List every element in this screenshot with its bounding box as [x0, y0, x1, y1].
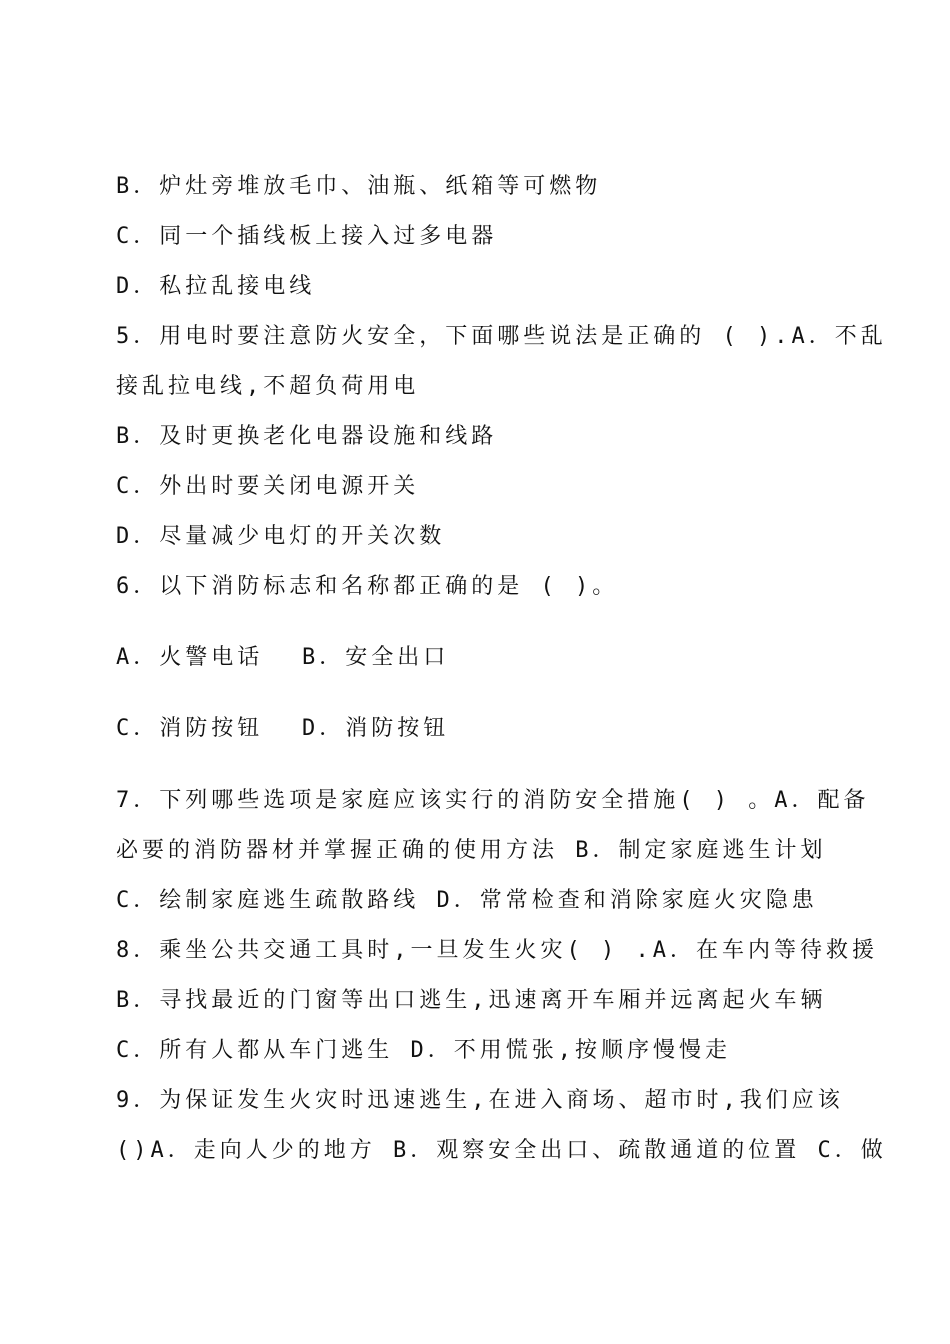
option-5b: B．及时更换老化电器设施和线路	[116, 424, 498, 449]
option-row-6cd	[116, 714, 836, 744]
option-8b: B．寻找最近的门窗等出口逃生,迅速离开车厢并远离起火车辆	[116, 988, 827, 1013]
option-4c: C．同一个插线板上接入过多电器	[116, 224, 498, 249]
question-7: 7．下列哪些选项是家庭应该实行的消防安全措施( ) 。A．配备	[116, 788, 870, 813]
question-6: 6．以下消防标志和名称都正确的是 ( )。	[116, 574, 619, 599]
option-8cd: C．所有人都从车门逃生 D．不用慌张,按顺序慢慢走	[116, 1038, 731, 1063]
question-7-cont: 必要的消防器材并掌握正确的使用方法 B．制定家庭逃生计划	[116, 838, 827, 863]
option-4d: D．私拉乱接电线	[116, 274, 316, 299]
question-9-options: ()A．走向人少的地方 B．观察安全出口、疏散通道的位置 C．做	[116, 1138, 887, 1163]
option-5d: D．尽量减少电灯的开关次数	[116, 524, 446, 549]
option-4b: B．炉灶旁堆放毛巾、油瓶、纸箱等可燃物	[116, 174, 602, 199]
option-6c: C．消防按钮	[116, 716, 264, 741]
option-6d: D．消防按钮	[302, 716, 450, 741]
question-9: 9．为保证发生火灾时迅速逃生,在进入商场、超市时,我们应该	[116, 1088, 844, 1113]
option-5c: C．外出时要关闭电源开关	[116, 474, 420, 499]
question-5: 5．用电时要注意防火安全，下面哪些说法是正确的 ( ).A．不乱	[116, 324, 887, 349]
option-6b: B．安全出口	[302, 645, 450, 670]
question-7-options: C．绘制家庭逃生疏散路线 D．常常检查和消除家庭火灾隐患	[116, 888, 818, 913]
option-6a: A．火警电话	[116, 645, 264, 670]
question-5-cont: 接乱拉电线,不超负荷用电	[116, 374, 420, 399]
option-row-6ab	[116, 643, 836, 673]
question-8: 8．乘坐公共交通工具时,一旦发生火灾( ) .A．在车内等待救援	[116, 938, 878, 963]
